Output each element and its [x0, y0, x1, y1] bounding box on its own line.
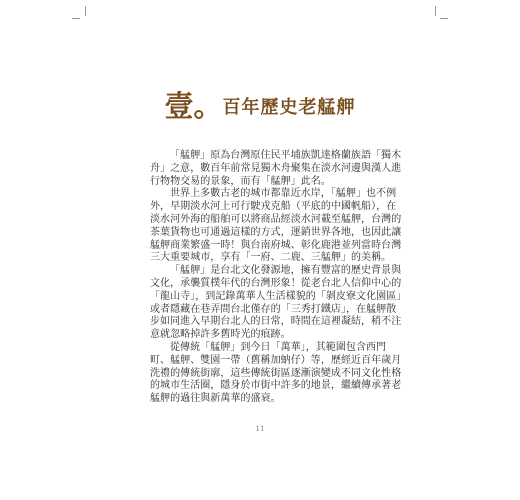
- crop-mark: [72, 18, 80, 19]
- body-text: [150, 150, 406, 406]
- chapter-number: 壹。: [164, 89, 223, 123]
- paragraph: 世界上多數古老的城市都靠近水岸，「艋舺」也不例外，早期淡水河上可行駛戎克船（平底的中國帆船），在淡水河外海的船舶可以將商品經淡水河載至艋舺，台灣的茶葉貨物也可通過這樣的方式，運銷世界各地，也因此讓艋舺商業繁盛一時！與台南府城、彰化鹿港並列當時台灣三大重要城市，享有「一府、二鹿、三艋舺」的美稱。: [150, 188, 402, 264]
- paragraph: 從傳統「艋舺」到今日「萬華」，其範圍包含西門町、艋舺、雙園一帶（舊稱加蚋仔）等，歷經近百年歲月洗禮的傳統街廓，這些傳統街區逐漸演變成不同文化性格的城市生活圈，隱身於市街中許多的地景，繼續傳承著老艋舺的過往與新萬華的盛衰。: [150, 341, 402, 405]
- crop-mark: [85, 6, 86, 16]
- chapter-title: [0, 84, 520, 125]
- paragraph: 「艋舺」原為台灣原住民平埔族凱達格蘭族語「獨木舟」之意，數百年前常見獨木舟聚集在淡水河邊與漢人進行物物交易的景象，而有「艋舺」此名。: [150, 150, 402, 187]
- crop-mark: [435, 6, 436, 16]
- crop-mark: [440, 18, 448, 19]
- chapter-heading: 百年歷史老艋舺: [222, 97, 356, 118]
- paragraph: 「艋舺」是台北文化發源地，擁有豐富的歷史背景與文化，承襲質樸年代的台灣形象！從老台北人信仰中心的「龍山寺」，到記錄萬華人生活樣貌的「剝皮寮文化園區」或者隱藏在巷弄間台北僅存的「三秀打鐵店」，在艋舺散步如同進入早期台北人的日常，時間在這裡凝結，稍不注意就忽略掉許多舊時光的痕跡。: [150, 265, 402, 341]
- page-number: 11: [255, 425, 265, 433]
